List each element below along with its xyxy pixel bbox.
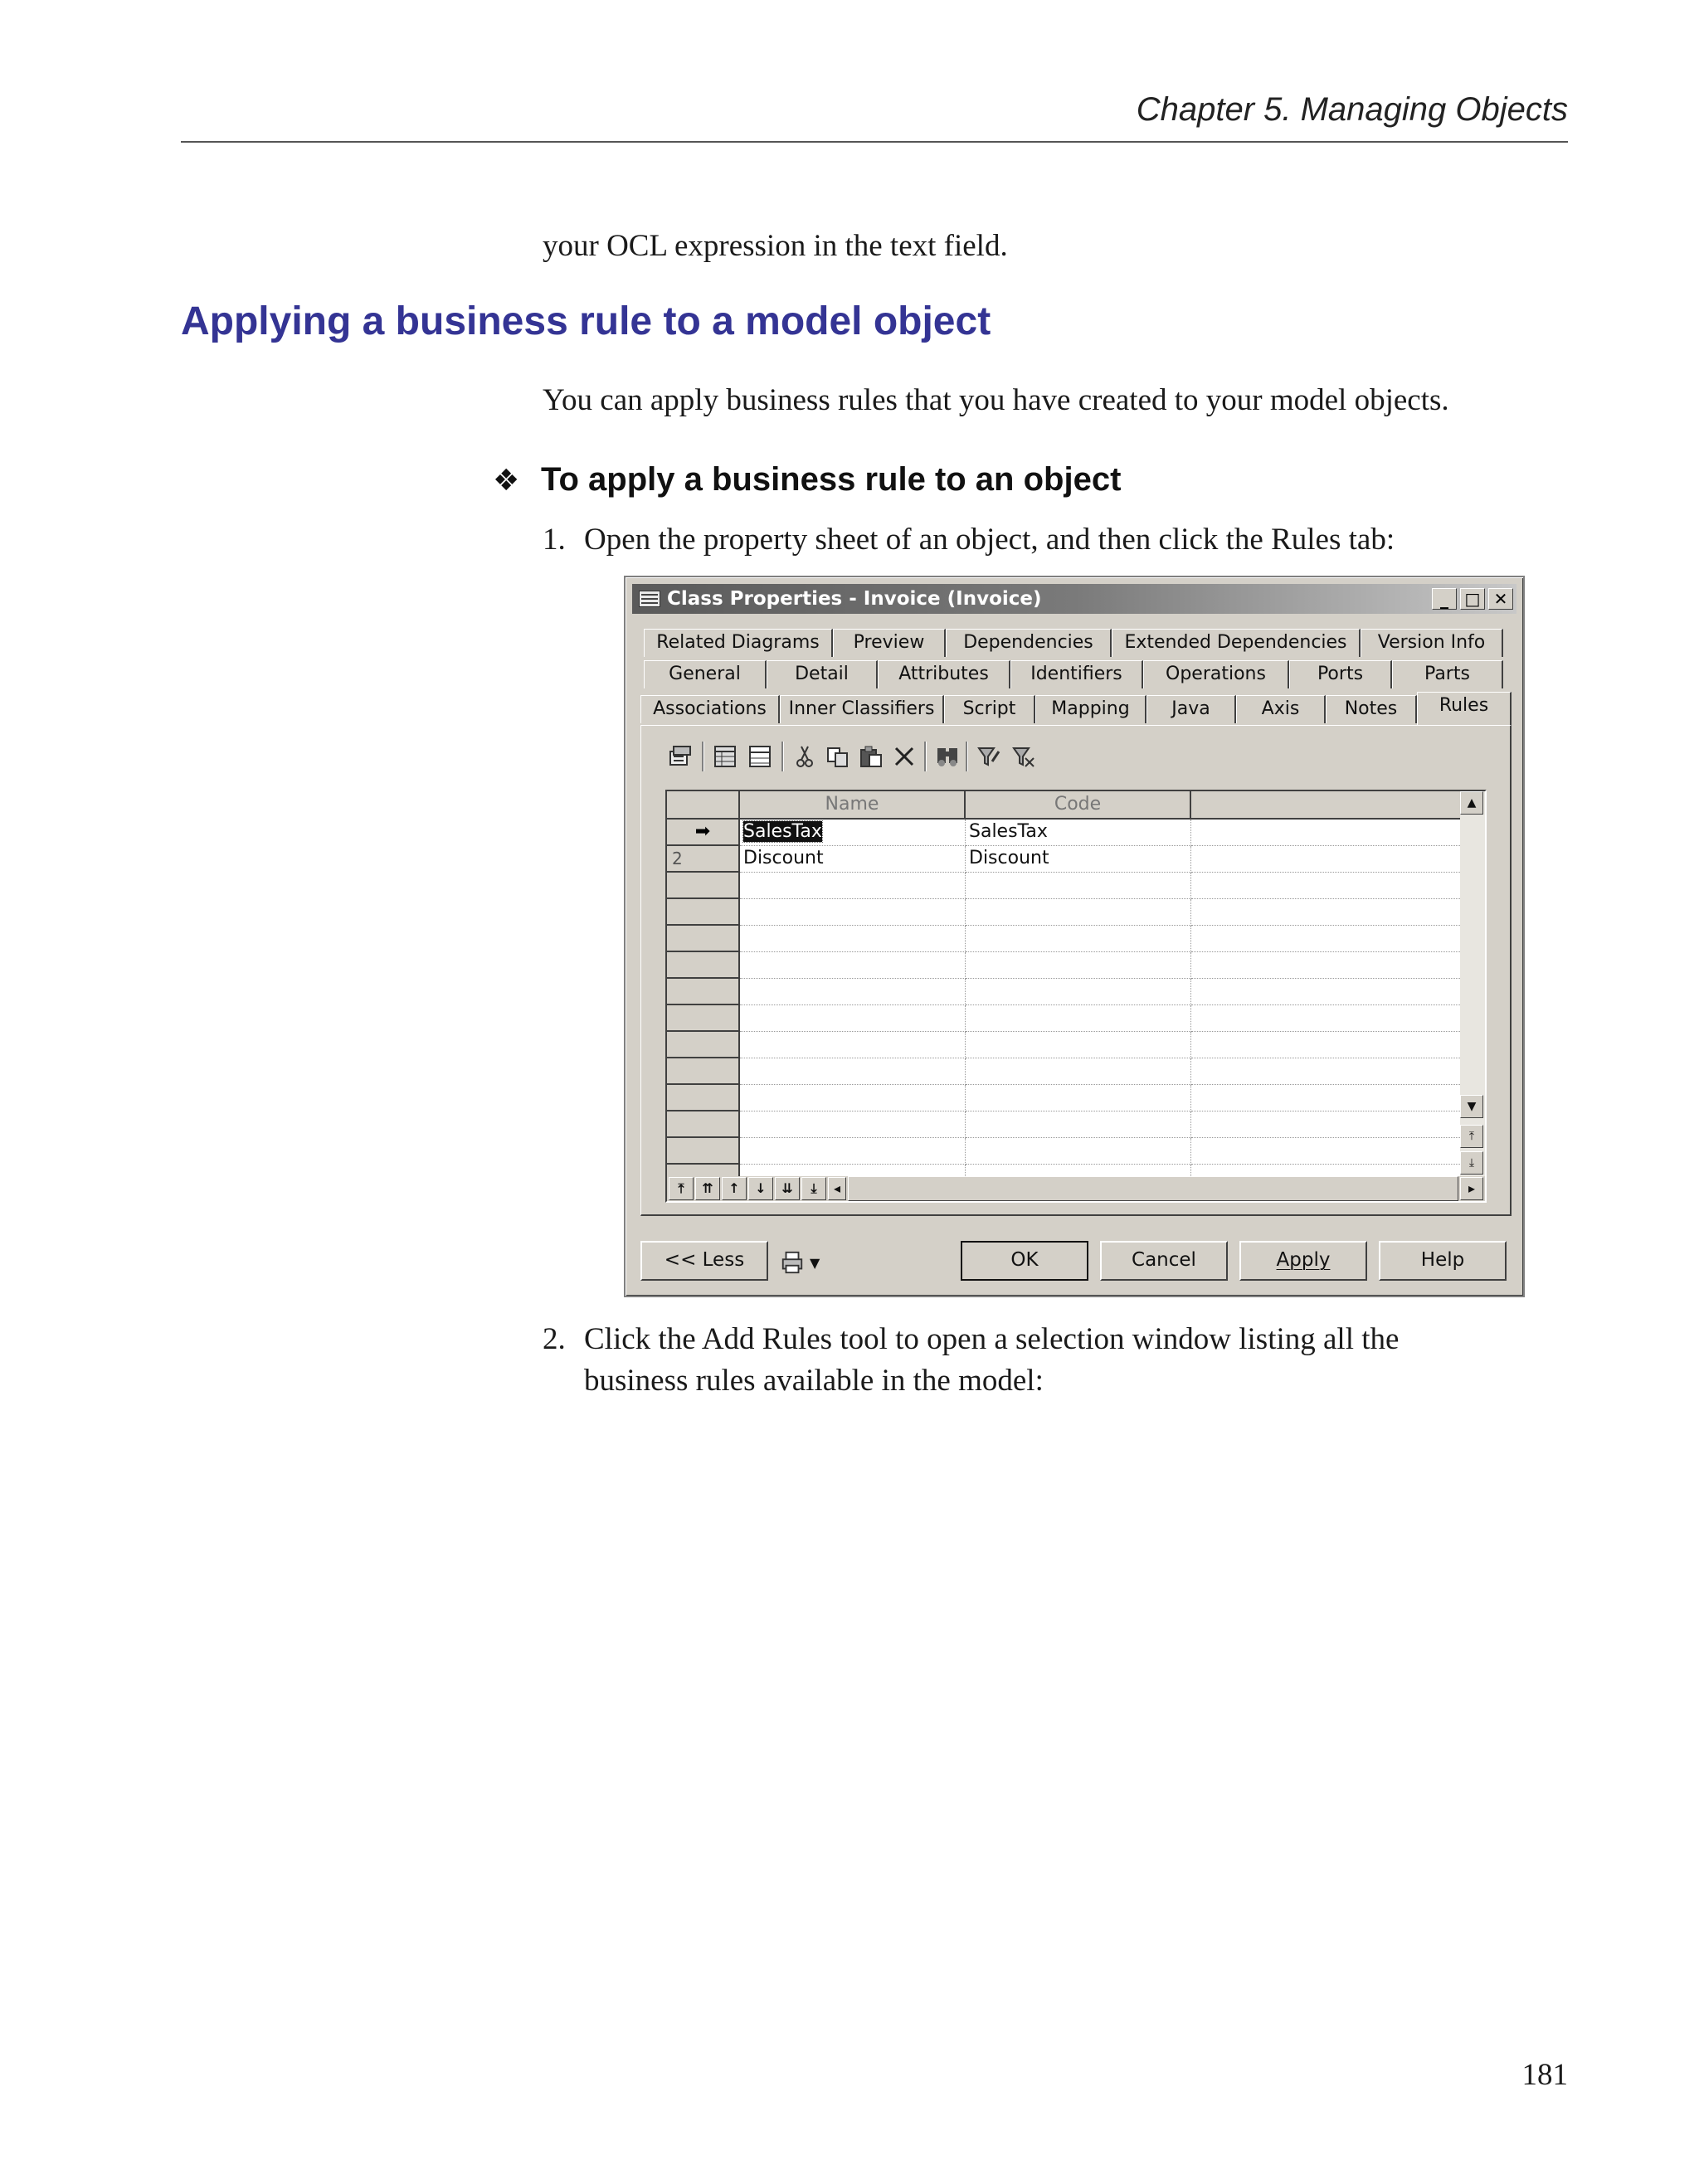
grid-cell[interactable] [966, 873, 1191, 899]
move-down-icon[interactable]: ↓ [748, 1177, 773, 1200]
step-text: Open the property sheet of an object, and then click the Rules tab: [584, 523, 1395, 557]
grid-cell[interactable] [1191, 899, 1463, 926]
class-properties-dialog [624, 576, 1525, 1297]
grid-cell[interactable] [966, 1111, 1191, 1138]
grid-cell[interactable] [966, 899, 1191, 926]
cell-code[interactable]: Discount [966, 846, 1191, 873]
rules-toolbar [665, 740, 1130, 776]
tab-version-info[interactable]: Version Info [1361, 629, 1503, 657]
grid-cell[interactable] [740, 873, 966, 899]
tab-ports[interactable]: Ports [1289, 660, 1392, 688]
tab-notes[interactable]: Notes [1326, 695, 1417, 723]
grid-cell[interactable] [1191, 926, 1463, 952]
step-text-line-1: Click the Add Rules tool to open a selection window listing all the [584, 1322, 1400, 1356]
step-number: 1. [543, 523, 566, 557]
procedure-title-text: To apply a business rule to an object [541, 461, 1122, 498]
row-header [667, 1138, 740, 1165]
tab-parts[interactable]: Parts [1392, 660, 1503, 688]
dialog-titlebar[interactable] [632, 584, 1516, 614]
grid-cell[interactable] [966, 1032, 1191, 1058]
move-page-down-icon[interactable]: ⇊ [775, 1177, 800, 1200]
cell-extra[interactable] [1191, 846, 1463, 873]
grid-cell[interactable] [1191, 952, 1463, 979]
row-header [667, 1005, 740, 1032]
row-header [667, 1085, 740, 1111]
rules-grid [665, 790, 1487, 1203]
grid-cell[interactable] [966, 1005, 1191, 1032]
grid-cell[interactable] [740, 899, 966, 926]
tab-general[interactable]: General [644, 660, 767, 688]
grid-cell[interactable] [1191, 979, 1463, 1005]
cell-extra[interactable] [1191, 820, 1463, 846]
grid-cell[interactable] [740, 1138, 966, 1165]
move-bottom-icon[interactable]: ⤓ [801, 1177, 826, 1200]
grid-nav-bar [667, 1176, 1485, 1201]
step-text-line-2: business rules available in the model: [584, 1364, 1044, 1398]
tab-detail[interactable]: Detail [767, 660, 878, 688]
ok-button[interactable]: OK [961, 1241, 1088, 1281]
row-header [667, 979, 740, 1005]
toolbar-separator [781, 742, 783, 771]
grid-cell[interactable] [1191, 1032, 1463, 1058]
vertical-scrollbar[interactable] [1460, 791, 1485, 1184]
row-header [667, 1058, 740, 1085]
close-button[interactable]: ✕ [1488, 588, 1513, 610]
filter-icon[interactable] [974, 740, 1004, 773]
scroll-down-icon[interactable]: ▼ [1460, 1095, 1483, 1118]
row-current-marker: ➡ [667, 820, 740, 846]
tab-attributes[interactable]: Attributes [878, 660, 1010, 688]
tab-preview[interactable]: Preview [833, 629, 946, 657]
grid-cell[interactable] [1191, 1138, 1463, 1165]
find-icon[interactable] [932, 740, 962, 773]
maximize-button[interactable]: □ [1460, 588, 1485, 610]
move-up-icon[interactable]: ↑ [722, 1177, 747, 1200]
row-header [667, 899, 740, 926]
window-app-icon [639, 591, 660, 607]
grid-cell[interactable] [1191, 1111, 1463, 1138]
print-icon[interactable] [780, 1246, 830, 1279]
grid-cell[interactable] [1191, 1085, 1463, 1111]
grid-cell[interactable] [966, 1138, 1191, 1165]
tab-inner-classifiers[interactable]: Inner Classifiers [780, 695, 944, 723]
properties-icon[interactable] [665, 740, 695, 773]
cell-code[interactable]: SalesTax [966, 820, 1191, 846]
row-header [667, 873, 740, 899]
clear-filter-icon[interactable] [1009, 740, 1039, 773]
section-title: Applying a business rule to a model object [181, 299, 991, 343]
tab-row-2 [644, 660, 1515, 690]
scroll-up-icon[interactable]: ▲ [1460, 791, 1483, 815]
paste-icon[interactable] [856, 740, 886, 773]
step-1 [543, 519, 1395, 561]
row-header [667, 1111, 740, 1138]
scroll-right-icon[interactable]: ▸ [1460, 1177, 1483, 1200]
help-button[interactable]: Help [1379, 1241, 1507, 1281]
copy-icon[interactable] [823, 740, 853, 773]
header-rule [181, 141, 1568, 143]
grid-cell[interactable] [966, 952, 1191, 979]
grid-cell[interactable] [740, 979, 966, 1005]
step-2 [543, 1319, 1399, 1402]
toolbar-separator [702, 742, 703, 771]
grid-corner [667, 791, 740, 820]
tab-row-1 [644, 629, 1515, 659]
dropdown-arrow-icon[interactable]: ▼ [810, 1254, 820, 1271]
intro-fragment: your OCL expression in the text field. [543, 229, 1008, 263]
grid-cell[interactable] [1191, 1058, 1463, 1085]
tab-java[interactable]: Java [1146, 695, 1236, 723]
grid-cell[interactable] [966, 979, 1191, 1005]
procedure-title [493, 461, 1121, 499]
cell-name-text: SalesTax [743, 821, 822, 842]
tab-axis[interactable]: Axis [1236, 695, 1326, 723]
row-header [667, 926, 740, 952]
toolbar-separator [966, 742, 967, 771]
column-header-extra[interactable] [1191, 791, 1463, 820]
grid-cell[interactable] [740, 1058, 966, 1085]
cell-name[interactable] [740, 820, 966, 846]
add-row-icon[interactable] [745, 740, 775, 773]
grid-cell[interactable] [966, 1058, 1191, 1085]
procedure-bullet-icon: ❖ [493, 463, 520, 497]
grid-cell[interactable] [740, 952, 966, 979]
running-head: Chapter 5. Managing Objects [1136, 91, 1568, 128]
grid-cell[interactable] [966, 1085, 1191, 1111]
minimize-button[interactable]: _ [1432, 588, 1457, 610]
toolbar-separator [924, 742, 926, 771]
add-rules-icon[interactable] [710, 740, 740, 773]
horizontal-scrollbar[interactable] [848, 1176, 1458, 1201]
grid-cell[interactable] [740, 1005, 966, 1032]
tab-mapping[interactable]: Mapping [1035, 695, 1146, 723]
tab-extended-dependencies[interactable]: Extended Dependencies [1112, 629, 1361, 657]
column-header-name[interactable]: Name [740, 791, 966, 820]
less-button[interactable]: << Less [640, 1241, 768, 1281]
tab-associations[interactable]: Associations [640, 695, 780, 723]
page-number: 181 [1521, 2058, 1568, 2092]
grid-cell[interactable] [1191, 873, 1463, 899]
cell-name[interactable]: Discount [740, 846, 966, 873]
cancel-button[interactable]: Cancel [1100, 1241, 1228, 1281]
grid-cell[interactable] [966, 926, 1191, 952]
tab-operations[interactable]: Operations [1143, 660, 1289, 688]
tab-dependencies[interactable]: Dependencies [946, 629, 1112, 657]
row-number: 2 [667, 846, 740, 873]
step-number: 2. [543, 1322, 566, 1356]
dialog-title: Class Properties - Invoice (Invoice) [667, 588, 1042, 610]
grid-cell[interactable] [1191, 1005, 1463, 1032]
delete-icon[interactable] [889, 740, 919, 773]
row-header [667, 952, 740, 979]
move-top-icon[interactable]: ⤒ [669, 1177, 694, 1200]
tab-identifiers[interactable]: Identifiers [1010, 660, 1143, 688]
tab-script[interactable]: Script [944, 695, 1035, 723]
move-page-up-icon[interactable]: ⇈ [695, 1177, 720, 1200]
grid-cell[interactable] [740, 1085, 966, 1111]
row-header [667, 1032, 740, 1058]
tab-rules[interactable]: Rules [1417, 692, 1512, 725]
cut-icon[interactable] [790, 740, 820, 773]
tab-related-diagrams[interactable]: Related Diagrams [644, 629, 833, 657]
scroll-page-up-icon[interactable]: ⤒ [1460, 1125, 1483, 1148]
grid-cell[interactable] [740, 1111, 966, 1138]
column-header-code[interactable]: Code [966, 791, 1191, 820]
section-lead: You can apply business rules that you have created to your model objects. [543, 383, 1449, 417]
apply-button[interactable]: Apply [1239, 1241, 1367, 1281]
scroll-left-icon[interactable]: ◂ [828, 1177, 846, 1200]
tab-row-3 [640, 692, 1515, 727]
grid-cell[interactable] [740, 1032, 966, 1058]
scroll-page-down-icon[interactable]: ⤓ [1460, 1151, 1483, 1175]
grid-cell[interactable] [740, 926, 966, 952]
